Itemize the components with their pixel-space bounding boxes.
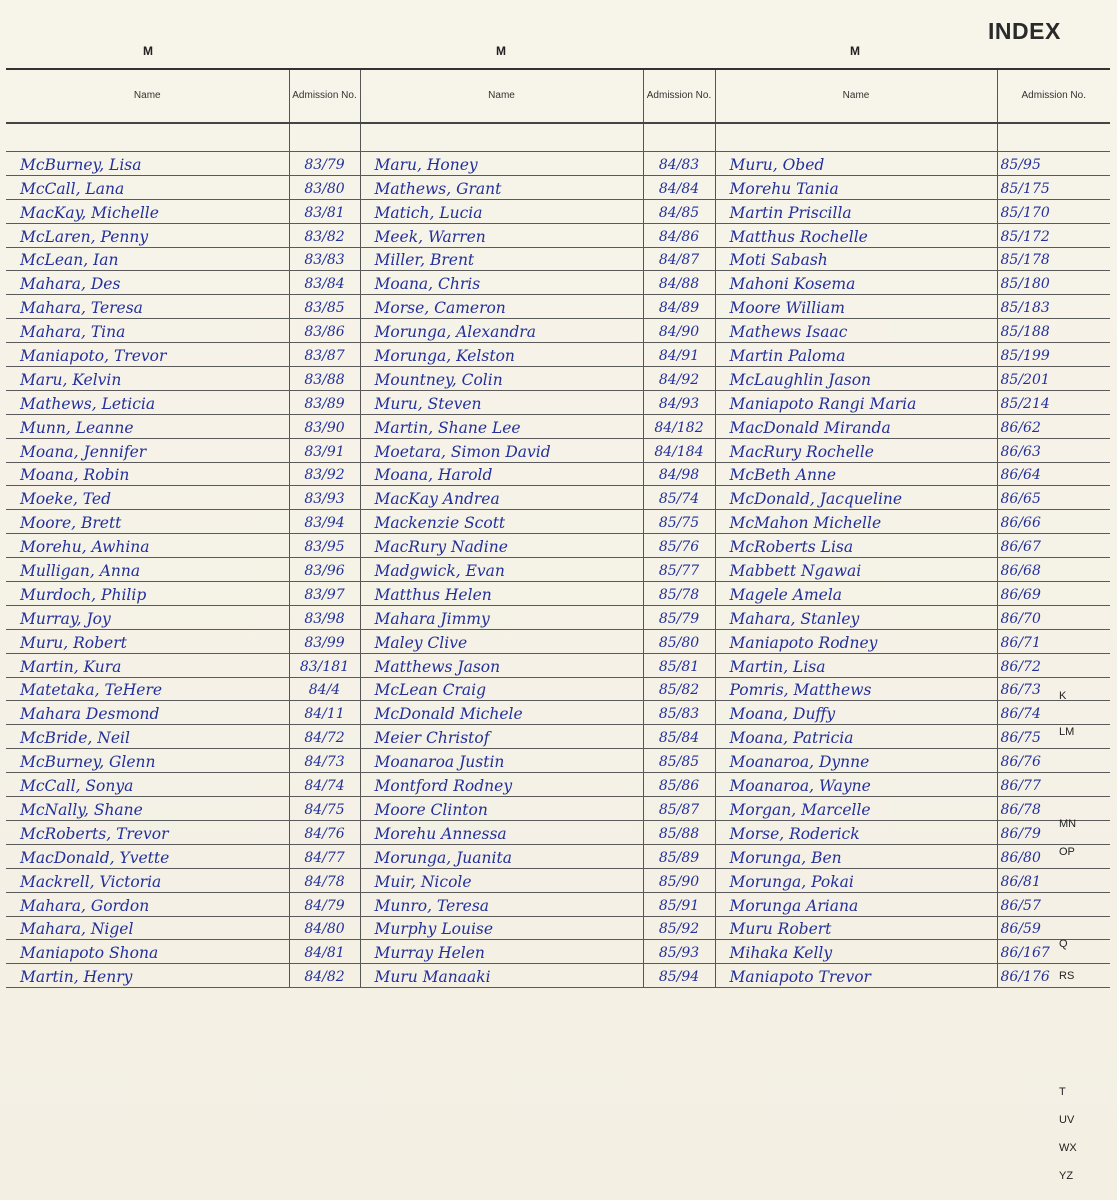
table-row	[6, 199, 1110, 223]
admission-no-2: 85/82	[643, 677, 715, 701]
student-name-2: McDonald Michele	[360, 701, 643, 725]
student-name-3: Morehu Tania	[715, 175, 997, 199]
student-name-3: Morunga Ariana	[715, 892, 997, 916]
table-row	[6, 677, 1110, 701]
student-name-3: Morgan, Marcelle	[715, 797, 997, 821]
student-name-1: Muru, Robert	[6, 629, 289, 653]
admission-no-1: 84/73	[289, 749, 360, 773]
student-name-3: Maniapoto Rodney	[715, 629, 997, 653]
student-name-3: Matthus Rochelle	[715, 223, 997, 247]
student-name-3: Martin, Lisa	[715, 653, 997, 677]
admission-no-2: 85/91	[643, 892, 715, 916]
admission-no-3: 85/170	[997, 199, 1110, 223]
admission-no-2: 85/90	[643, 868, 715, 892]
student-name-1: Mulligan, Anna	[6, 558, 289, 582]
admission-no-3: 86/65	[997, 486, 1110, 510]
student-name-1: Mathews, Leticia	[6, 390, 289, 414]
table-row	[6, 773, 1110, 797]
admission-no-3: 86/167	[997, 940, 1110, 964]
admission-no-2: 84/184	[643, 438, 715, 462]
admission-no-2: 85/76	[643, 534, 715, 558]
index-tab-op: OP	[1059, 846, 1075, 858]
table-row	[6, 725, 1110, 749]
admission-no-1: 84/77	[289, 844, 360, 868]
student-name-3: Pomris, Matthews	[715, 677, 997, 701]
student-name-1: Moeke, Ted	[6, 486, 289, 510]
table-row	[6, 390, 1110, 414]
admission-no-3: 86/69	[997, 582, 1110, 606]
admission-no-1: 83/92	[289, 462, 360, 486]
student-name-2: Martin, Shane Lee	[360, 414, 643, 438]
table-row	[6, 462, 1110, 486]
student-name-1: Mahara, Tina	[6, 319, 289, 343]
student-name-2: Morunga, Juanita	[360, 844, 643, 868]
student-name-1: Moana, Robin	[6, 462, 289, 486]
index-title: INDEX	[988, 18, 1061, 44]
admission-no-3: 85/188	[997, 319, 1110, 343]
student-name-1: Maru, Kelvin	[6, 367, 289, 391]
student-name-2: Montford Rodney	[360, 773, 643, 797]
student-name-2: Murray Helen	[360, 940, 643, 964]
student-name-3: McMahon Michelle	[715, 510, 997, 534]
table-header-row	[6, 70, 1110, 123]
table-row	[6, 438, 1110, 462]
admission-no-1: 84/74	[289, 773, 360, 797]
table-row	[6, 916, 1110, 940]
table-row	[6, 653, 1110, 677]
student-name-3: Mahara, Stanley	[715, 605, 997, 629]
admission-no-2: 85/84	[643, 725, 715, 749]
admission-no-2: 85/85	[643, 749, 715, 773]
student-name-1: Mahara, Nigel	[6, 916, 289, 940]
name-header-3: Name	[715, 70, 997, 123]
student-name-3: MacDonald Miranda	[715, 414, 997, 438]
student-name-1: Matetaka, TeHere	[6, 677, 289, 701]
index-tab-k: K	[1059, 690, 1067, 702]
admission-no-3: 86/78	[997, 797, 1110, 821]
student-name-1: Maniapoto Shona	[6, 940, 289, 964]
student-name-2: Meier Christof	[360, 725, 643, 749]
admission-no-2: 84/86	[643, 223, 715, 247]
student-name-2: Moana, Chris	[360, 271, 643, 295]
admission-no-3: 86/62	[997, 414, 1110, 438]
admission-no-1: 84/75	[289, 797, 360, 821]
table-row	[6, 534, 1110, 558]
admission-no-3: 86/63	[997, 438, 1110, 462]
student-name-3: McRoberts Lisa	[715, 534, 997, 558]
student-name-1: Moana, Jennifer	[6, 438, 289, 462]
index-tab-lm: LM	[1059, 726, 1075, 738]
admission-no-3: 85/95	[997, 152, 1110, 176]
admission-no-2: 85/79	[643, 605, 715, 629]
name-header-1: Name	[6, 70, 289, 123]
table-row	[6, 844, 1110, 868]
admission-no-3: 85/180	[997, 271, 1110, 295]
admission-no-2: 84/89	[643, 295, 715, 319]
admission-no-1: 83/89	[289, 390, 360, 414]
student-name-2: Mahara Jimmy	[360, 605, 643, 629]
blank-row	[6, 123, 1110, 152]
admission-no-3: 86/79	[997, 820, 1110, 844]
admission-no-3: 86/72	[997, 653, 1110, 677]
table-row	[6, 797, 1110, 821]
student-name-3: MacRury Rochelle	[715, 438, 997, 462]
student-name-2: Munro, Teresa	[360, 892, 643, 916]
admission-no-1: 83/80	[289, 175, 360, 199]
admission-no-2: 84/83	[643, 152, 715, 176]
student-name-2: Moana, Harold	[360, 462, 643, 486]
admission-no-3: 86/70	[997, 605, 1110, 629]
table-row	[6, 152, 1110, 176]
table-row	[6, 605, 1110, 629]
section-letter-2: M	[496, 44, 506, 58]
student-name-3: Mihaka Kelly	[715, 940, 997, 964]
table-body	[6, 123, 1110, 988]
table-row	[6, 486, 1110, 510]
admission-no-1: 83/84	[289, 271, 360, 295]
student-name-3: Morunga, Pokai	[715, 868, 997, 892]
student-name-1: McNally, Shane	[6, 797, 289, 821]
table-row	[6, 247, 1110, 271]
admission-no-2: 84/84	[643, 175, 715, 199]
admission-no-2: 85/92	[643, 916, 715, 940]
admission-no-2: 85/94	[643, 964, 715, 988]
student-name-1: McLaren, Penny	[6, 223, 289, 247]
student-name-1: MacDonald, Yvette	[6, 844, 289, 868]
admission-no-2: 85/88	[643, 820, 715, 844]
student-name-3: McBeth Anne	[715, 462, 997, 486]
admission-no-3: 85/183	[997, 295, 1110, 319]
admission-no-2: 85/93	[643, 940, 715, 964]
student-name-2: MacKay Andrea	[360, 486, 643, 510]
student-name-2: Matich, Lucia	[360, 199, 643, 223]
student-name-2: Madgwick, Evan	[360, 558, 643, 582]
admission-no-1: 83/79	[289, 152, 360, 176]
table-row	[6, 749, 1110, 773]
admission-no-3: 86/74	[997, 701, 1110, 725]
student-name-3: Magele Amela	[715, 582, 997, 606]
student-name-1: Mackrell, Victoria	[6, 868, 289, 892]
student-name-2: Muru Manaaki	[360, 964, 643, 988]
student-name-2: Murphy Louise	[360, 916, 643, 940]
admission-no-2: 84/88	[643, 271, 715, 295]
admission-no-1: 83/98	[289, 605, 360, 629]
admission-no-3: 86/57	[997, 892, 1110, 916]
student-name-1: McLean, Ian	[6, 247, 289, 271]
student-name-2: Morunga, Alexandra	[360, 319, 643, 343]
admission-no-2: 84/93	[643, 390, 715, 414]
admission-no-3: 86/66	[997, 510, 1110, 534]
admission-no-2: 85/86	[643, 773, 715, 797]
student-name-2: Matthews Jason	[360, 653, 643, 677]
section-letter-1: M	[143, 44, 153, 58]
student-name-3: Morse, Roderick	[715, 820, 997, 844]
student-name-2: Mathews, Grant	[360, 175, 643, 199]
index-tab-q: Q	[1059, 938, 1068, 950]
admission-no-2: 85/89	[643, 844, 715, 868]
admission-no-1: 83/83	[289, 247, 360, 271]
table-row	[6, 940, 1110, 964]
admission-no-1: 83/93	[289, 486, 360, 510]
student-name-3: Moana, Duffy	[715, 701, 997, 725]
student-name-2: Morehu Annessa	[360, 820, 643, 844]
admission-no-1: 83/81	[289, 199, 360, 223]
table-row	[6, 868, 1110, 892]
student-name-3: Martin Priscilla	[715, 199, 997, 223]
student-name-1: Mahara Desmond	[6, 701, 289, 725]
admission-no-2: 85/83	[643, 701, 715, 725]
index-tab-uv: UV	[1059, 1114, 1075, 1126]
table-row	[6, 510, 1110, 534]
admission-no-1: 83/95	[289, 534, 360, 558]
admission-no-1: 84/82	[289, 964, 360, 988]
admission-no-1: 84/79	[289, 892, 360, 916]
table-row	[6, 964, 1110, 988]
admission-no-3: 86/64	[997, 462, 1110, 486]
student-name-1: McCall, Sonya	[6, 773, 289, 797]
student-name-1: Mahara, Teresa	[6, 295, 289, 319]
admission-no-1: 83/96	[289, 558, 360, 582]
admission-no-3: 86/68	[997, 558, 1110, 582]
admission-header-1: Admission No.	[289, 70, 360, 123]
admission-no-1: 83/94	[289, 510, 360, 534]
student-name-1: McRoberts, Trevor	[6, 820, 289, 844]
index-tab-rs: RS	[1059, 970, 1075, 982]
admission-no-1: 83/82	[289, 223, 360, 247]
student-name-1: Martin, Kura	[6, 653, 289, 677]
admission-no-3: 85/178	[997, 247, 1110, 271]
admission-no-3: 85/175	[997, 175, 1110, 199]
student-name-2: Meek, Warren	[360, 223, 643, 247]
student-name-3: Maniapoto Rangi Maria	[715, 390, 997, 414]
admission-header-2: Admission No.	[643, 70, 715, 123]
table-row	[6, 367, 1110, 391]
admission-no-1: 83/88	[289, 367, 360, 391]
admission-no-1: 83/90	[289, 414, 360, 438]
table-row	[6, 319, 1110, 343]
admission-no-1: 83/181	[289, 653, 360, 677]
student-name-1: Murdoch, Philip	[6, 582, 289, 606]
admission-no-1: 83/99	[289, 629, 360, 653]
admission-no-3: 86/59	[997, 916, 1110, 940]
student-name-2: Mountney, Colin	[360, 367, 643, 391]
admission-no-2: 84/85	[643, 199, 715, 223]
student-name-3: Muru, Obed	[715, 152, 997, 176]
admission-no-3: 86/71	[997, 629, 1110, 653]
student-name-2: Morunga, Kelston	[360, 343, 643, 367]
admission-no-3: 86/80	[997, 844, 1110, 868]
admission-no-2: 84/91	[643, 343, 715, 367]
student-name-2: Moanaroa Justin	[360, 749, 643, 773]
student-name-2: McLean Craig	[360, 677, 643, 701]
student-name-2: Maley Clive	[360, 629, 643, 653]
alphabet-tab-strip	[1055, 690, 1112, 1200]
student-name-2: MacRury Nadine	[360, 534, 643, 558]
student-name-3: Moore William	[715, 295, 997, 319]
student-name-2: Maru, Honey	[360, 152, 643, 176]
admission-header-3: Admission No.	[997, 70, 1110, 123]
student-name-1: Murray, Joy	[6, 605, 289, 629]
student-name-3: Morunga, Ben	[715, 844, 997, 868]
admission-no-3: 86/176	[997, 964, 1110, 988]
student-name-3: Maniapoto Trevor	[715, 964, 997, 988]
table-row	[6, 892, 1110, 916]
admission-no-1: 83/86	[289, 319, 360, 343]
admission-no-2: 84/87	[643, 247, 715, 271]
admission-no-2: 84/182	[643, 414, 715, 438]
student-name-1: Munn, Leanne	[6, 414, 289, 438]
student-name-2: Muru, Steven	[360, 390, 643, 414]
table-row	[6, 629, 1110, 653]
admission-no-3: 85/172	[997, 223, 1110, 247]
admission-no-1: 83/97	[289, 582, 360, 606]
student-name-3: McLaughlin Jason	[715, 367, 997, 391]
student-name-1: Moore, Brett	[6, 510, 289, 534]
admission-no-1: 84/81	[289, 940, 360, 964]
admission-no-3: 85/199	[997, 343, 1110, 367]
admission-no-2: 85/75	[643, 510, 715, 534]
admission-no-1: 84/76	[289, 820, 360, 844]
admission-no-1: 84/4	[289, 677, 360, 701]
index-tab-wx: WX	[1059, 1142, 1077, 1154]
student-name-1: McBride, Neil	[6, 725, 289, 749]
admission-no-3: 85/201	[997, 367, 1110, 391]
index-tab-mn: MN	[1059, 818, 1077, 830]
student-name-3: Mahoni Kosema	[715, 271, 997, 295]
table-row	[6, 820, 1110, 844]
student-name-3: Martin Paloma	[715, 343, 997, 367]
table-row	[6, 175, 1110, 199]
student-name-3: Moanaroa, Dynne	[715, 749, 997, 773]
admission-no-1: 84/78	[289, 868, 360, 892]
table-row	[6, 295, 1110, 319]
admission-no-3: 86/67	[997, 534, 1110, 558]
student-name-1: Martin, Henry	[6, 964, 289, 988]
admission-no-3: 86/76	[997, 749, 1110, 773]
student-name-1: McCall, Lana	[6, 175, 289, 199]
student-name-1: Mahara, Des	[6, 271, 289, 295]
name-header-2: Name	[360, 70, 643, 123]
admission-no-2: 85/87	[643, 797, 715, 821]
table-row	[6, 223, 1110, 247]
admission-no-2: 85/81	[643, 653, 715, 677]
admission-no-2: 84/92	[643, 367, 715, 391]
admission-no-1: 84/80	[289, 916, 360, 940]
student-name-2: Morse, Cameron	[360, 295, 643, 319]
table-row	[6, 582, 1110, 606]
student-name-1: Maniapoto, Trevor	[6, 343, 289, 367]
table-row	[6, 414, 1110, 438]
student-name-3: Moanaroa, Wayne	[715, 773, 997, 797]
admission-no-1: 84/72	[289, 725, 360, 749]
student-name-3: Mabbett Ngawai	[715, 558, 997, 582]
student-name-1: McBurney, Glenn	[6, 749, 289, 773]
student-name-2: Moetara, Simon David	[360, 438, 643, 462]
admission-no-2: 84/98	[643, 462, 715, 486]
table-row	[6, 558, 1110, 582]
student-name-3: Moti Sabash	[715, 247, 997, 271]
student-name-2: Mackenzie Scott	[360, 510, 643, 534]
admission-no-1: 83/87	[289, 343, 360, 367]
student-name-1: McBurney, Lisa	[6, 152, 289, 176]
admission-no-2: 85/74	[643, 486, 715, 510]
student-name-2: Muir, Nicole	[360, 868, 643, 892]
admission-no-3: 86/75	[997, 725, 1110, 749]
admission-no-3: 86/81	[997, 868, 1110, 892]
table-row	[6, 701, 1110, 725]
student-name-3: Muru Robert	[715, 916, 997, 940]
admission-no-1: 83/85	[289, 295, 360, 319]
admission-no-2: 85/77	[643, 558, 715, 582]
admission-no-3: 86/73	[997, 677, 1110, 701]
student-name-1: Mahara, Gordon	[6, 892, 289, 916]
student-name-2: Matthus Helen	[360, 582, 643, 606]
admission-index-table	[6, 70, 1110, 988]
student-name-3: McDonald, Jacqueline	[715, 486, 997, 510]
index-tab-t: T	[1059, 1086, 1066, 1098]
admission-no-1: 84/11	[289, 701, 360, 725]
admission-no-2: 85/78	[643, 582, 715, 606]
admission-no-2: 85/80	[643, 629, 715, 653]
admission-no-3: 85/214	[997, 390, 1110, 414]
student-name-1: Morehu, Awhina	[6, 534, 289, 558]
student-name-3: Mathews Isaac	[715, 319, 997, 343]
admission-no-3: 86/77	[997, 773, 1110, 797]
section-letter-3: M	[850, 44, 860, 58]
student-name-1: MacKay, Michelle	[6, 199, 289, 223]
student-name-3: Moana, Patricia	[715, 725, 997, 749]
admission-no-2: 84/90	[643, 319, 715, 343]
table-row	[6, 271, 1110, 295]
index-tab-yz: YZ	[1059, 1170, 1074, 1182]
table-row	[6, 343, 1110, 367]
student-name-2: Moore Clinton	[360, 797, 643, 821]
student-name-2: Miller, Brent	[360, 247, 643, 271]
admission-no-1: 83/91	[289, 438, 360, 462]
